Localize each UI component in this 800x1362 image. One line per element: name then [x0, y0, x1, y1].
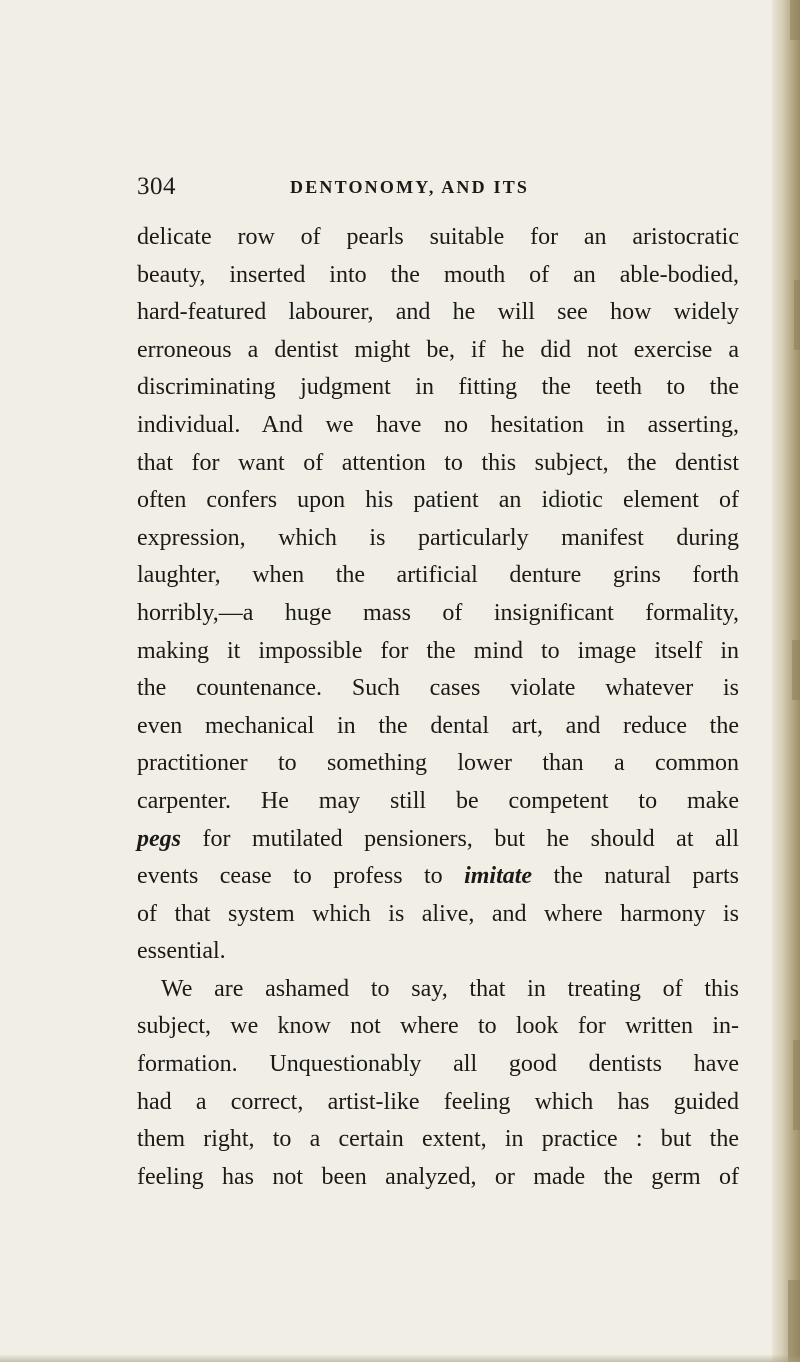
- text-line: even mechanical in the dental art, and reduce the: [137, 712, 739, 739]
- edge-stain: [792, 640, 800, 700]
- text-line: making it impossible for the mind to image itself in: [137, 637, 739, 664]
- text-line: subject, we know not where to look for written in-: [137, 1013, 739, 1040]
- text-line: the countenance. Such cases violate whatever is: [137, 675, 739, 702]
- text-line: individual. And we have no hesitation in asserting,: [137, 411, 739, 438]
- text-line: erroneous a dentist might be, if he did not exercise a: [137, 336, 739, 363]
- text-line: essential.: [137, 938, 226, 965]
- running-head: [137, 173, 737, 203]
- text-line: We are ashamed to say, that in treating of this: [161, 975, 739, 1002]
- text-line: hard-featured labourer, and he will see how widely: [137, 299, 739, 326]
- text-line: laughter, when the artificial denture grins forth: [137, 562, 739, 589]
- text-line: them right, to a certain extent, in practice : but the: [137, 1126, 739, 1153]
- text-run: the natural parts: [532, 863, 739, 890]
- text-line: that for want of attention to this subject, the dentist: [137, 449, 739, 476]
- edge-stain: [788, 1280, 800, 1362]
- page-number: 304: [137, 173, 176, 200]
- running-title: DENTONOMY, AND ITS: [290, 177, 530, 197]
- text-line: had a correct, artist-like feeling which has guided: [137, 1088, 739, 1115]
- text-line: formation. Unquestionably all good dentists have: [137, 1051, 739, 1078]
- edge-stain: [793, 1040, 800, 1130]
- body-text: [137, 219, 739, 1196]
- edge-stain: [794, 280, 800, 350]
- text-line: feeling has not been analyzed, or made the germ of: [137, 1163, 739, 1190]
- text-run: events cease to profess to: [137, 863, 465, 890]
- text-line: practitioner to something lower than a common: [137, 750, 739, 777]
- text-line: [137, 821, 739, 859]
- text-line: often confers upon his patient an idiotic element of: [137, 487, 739, 514]
- italic-word: imitate: [464, 863, 533, 890]
- text-line: beauty, inserted into the mouth of an able-bodied,: [137, 261, 739, 288]
- page-bottom-shadow: [0, 1354, 800, 1362]
- page-edge: [772, 0, 800, 1362]
- text-line: delicate row of pearls suitable for an aristocratic: [137, 224, 739, 250]
- italic-word: pegs: [137, 825, 181, 852]
- text-line: expression, which is particularly manifest during: [137, 524, 739, 551]
- text-line: discriminating judgment in fitting the teeth to the: [137, 374, 739, 401]
- text-line: of that system which is alive, and where harmony is: [137, 900, 739, 927]
- text-run: for mutilated pensioners, but he should at all: [181, 825, 739, 852]
- text-line: carpenter. He may still be competent to make: [137, 787, 739, 814]
- text-line: [137, 858, 739, 896]
- text-line: horribly,—a huge mass of insignificant formality,: [137, 599, 739, 626]
- edge-stain: [790, 0, 800, 40]
